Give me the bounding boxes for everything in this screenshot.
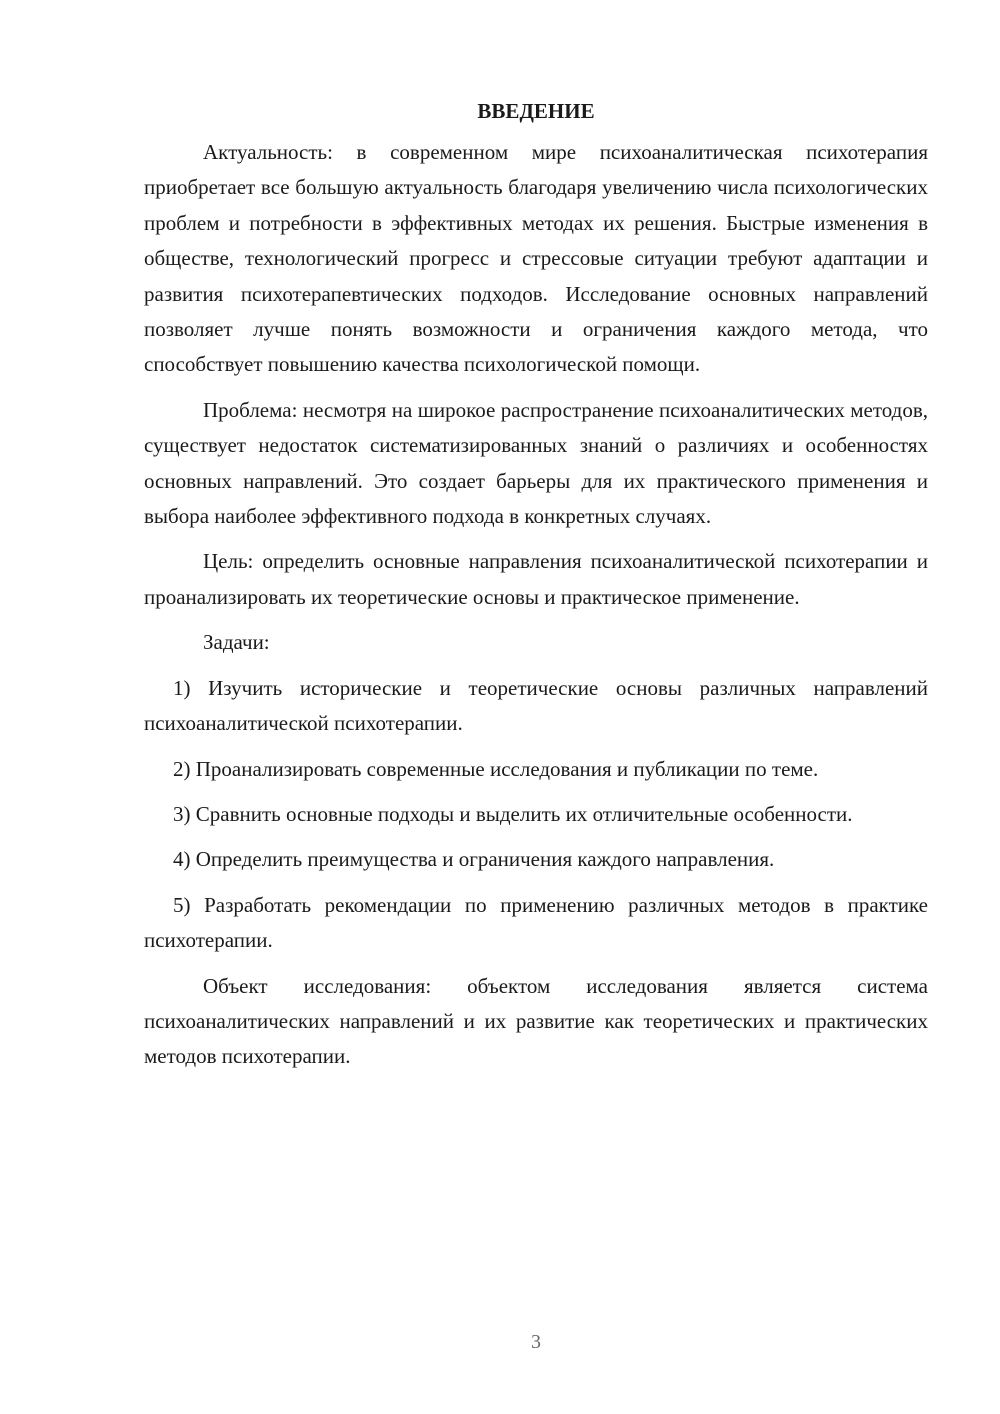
relevance-paragraph: Актуальность: в современном мире психоаналитическая психотерапия приобретает все большую актуальность благодаря увеличению числа психологических проблем и потребности в эффективных методах их решения. Быстрые изменения в обществе, технологический прогресс и стрессовые ситуации требуют адаптации и развития психотерапевтических подходов. Исследование основных направлений позволяет лучше понять возможности и ограничения каждого метода, что способствует повышению качества психологической помощи.	[144, 140, 928, 377]
task-item: 3) Сравнить основные подходы и выделить их отличительные особенности.	[173, 801, 853, 826]
task-item: 2) Проанализировать современные исследования и публикации по теме.	[173, 756, 819, 781]
section-title: ВВЕДЕНИЕ	[477, 99, 595, 123]
page-number: 3	[531, 1331, 541, 1353]
tasks-heading: Задачи:	[203, 630, 270, 655]
problem-paragraph: Проблема: несмотря на широкое распространение психоаналитических методов, существует недостаток систематизированных знаний о различиях и особенностях основных направлений. Это создает барьеры для их практического применения и выбора наиболее эффективного подхода в конкретных случаях.	[144, 397, 928, 529]
object-paragraph: Объект исследования: объектом исследования является система психоаналитических направлений и их развитие как теоретических и практических методов психотерапии.	[144, 973, 928, 1069]
task-item: 5) Разработать рекомендации по применению различных методов в практике психотерапии.	[144, 892, 928, 953]
tasks-list	[144, 671, 928, 959]
task-item: 1) Изучить исторические и теоретические основы различных направлений психоаналитической психотерапии.	[144, 675, 928, 736]
task-item: 4) Определить преимущества и ограничения каждого направления.	[173, 847, 775, 872]
goal-paragraph: Цель: определить основные направления психоаналитической психотерапии и проанализировать их теоретические основы и практическое применение.	[144, 549, 928, 609]
page-body	[144, 94, 928, 1085]
